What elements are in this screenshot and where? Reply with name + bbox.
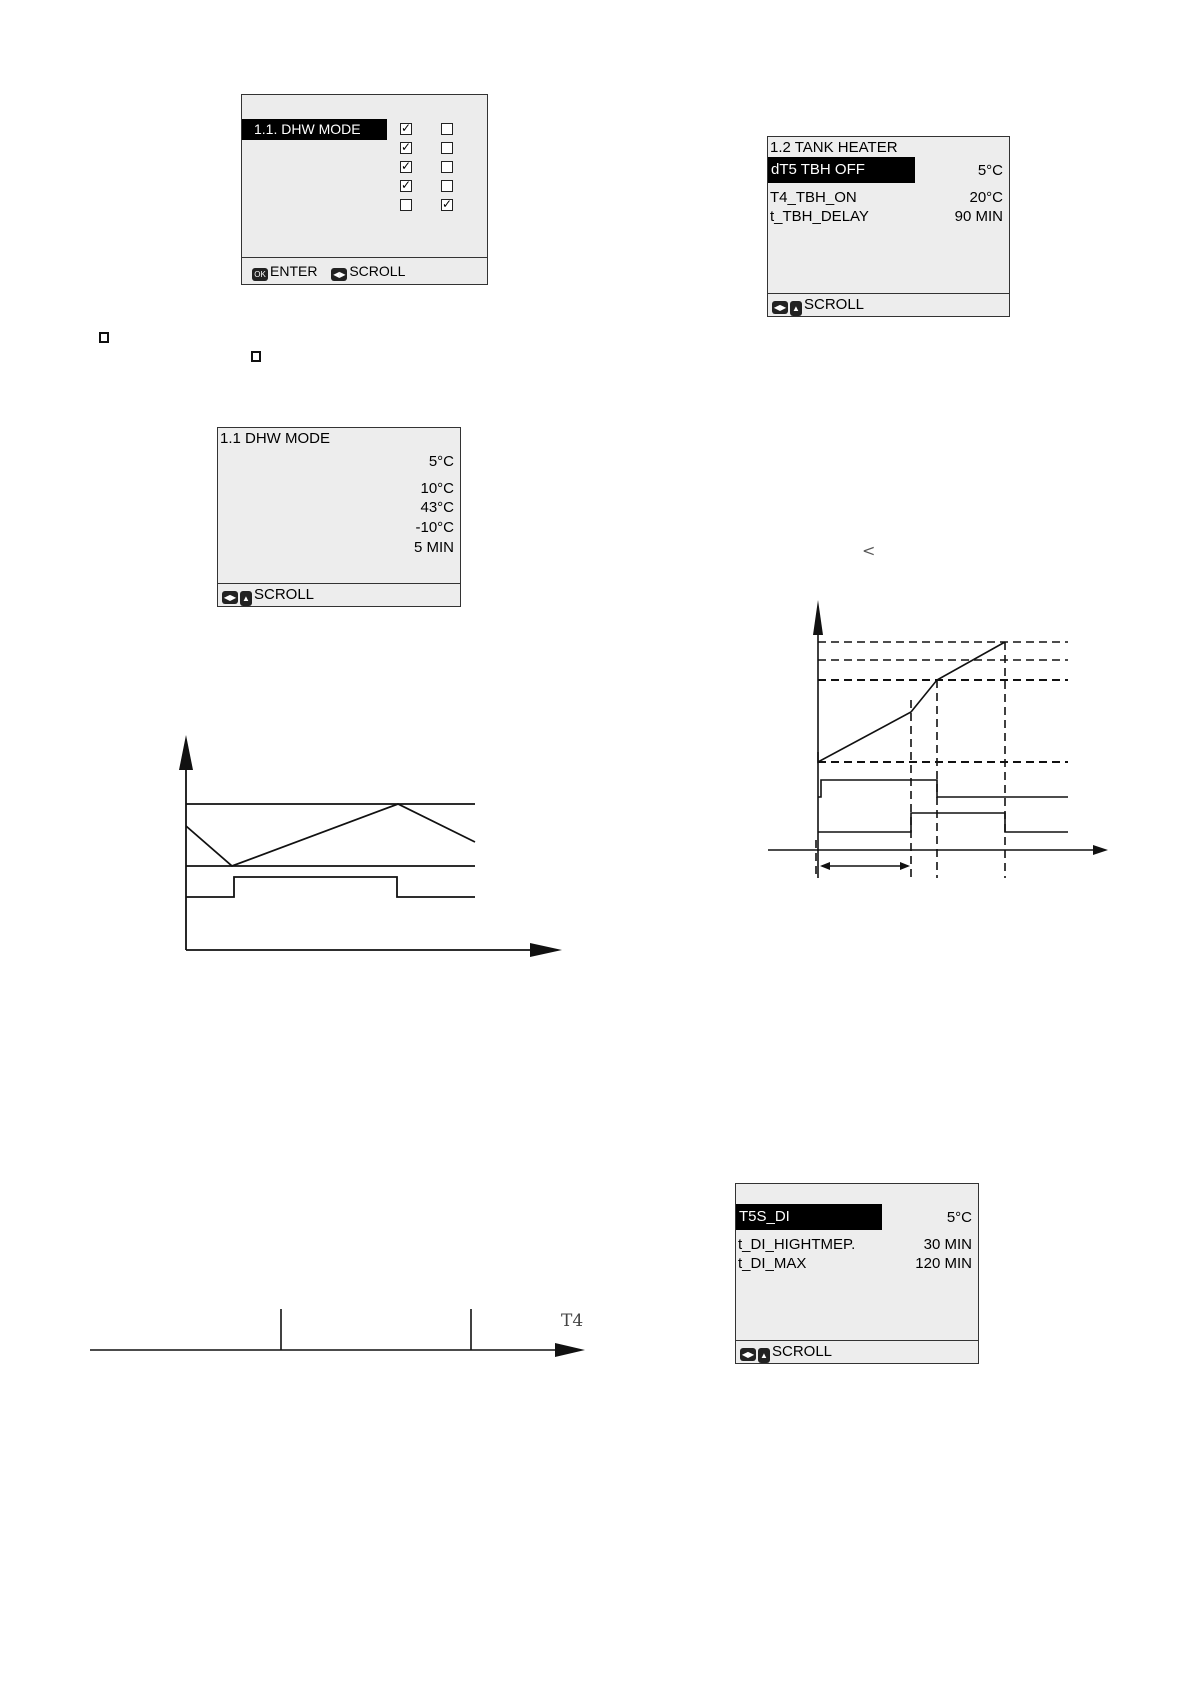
heater-state-line: [818, 813, 1068, 832]
t4-axis-arrowhead: [555, 1343, 585, 1357]
dhw-params-value: 43°C: [420, 499, 454, 516]
dhw-params-value: -10°C: [415, 519, 454, 536]
tank-heater-row-label: T4_TBH_ON: [770, 189, 857, 206]
dhw-params-title: 1.1 DHW MODE: [220, 430, 331, 447]
disinfect-selected-row[interactable]: T5S_DI: [736, 1204, 882, 1230]
scroll-label: SCROLL: [772, 1343, 833, 1360]
delay-arrowhead-right: [900, 862, 910, 870]
check-mark-icon: ✓: [401, 140, 412, 154]
up-down-arrows-icon[interactable]: ▲: [240, 591, 252, 606]
tank-heater-row-value: 90 MIN: [954, 208, 1003, 225]
scroll-label: SCROLL: [349, 263, 406, 279]
dhw-params-value: 5 MIN: [413, 539, 454, 556]
dhw-params-selected-value: 5°C: [428, 453, 454, 470]
dhw-params-value: 10°C: [420, 480, 454, 497]
left-right-arrows-icon[interactable]: ◀▶: [773, 303, 787, 312]
heater-state-line: [186, 877, 475, 897]
left-right-arrows-icon[interactable]: ◀▶: [741, 1350, 755, 1359]
check-mark-icon: ✓: [401, 178, 412, 192]
enter-label: ENTER: [270, 263, 318, 279]
ok-button-icon[interactable]: OK: [252, 268, 268, 281]
dhw-timing-diagram: [179, 735, 562, 957]
disinfect-row-value: 30 MIN: [923, 1236, 972, 1253]
disinfect-selected-value: 5°C: [946, 1209, 972, 1226]
disinfect-row-value: 120 MIN: [915, 1255, 972, 1272]
y-axis-arrowhead: [179, 735, 193, 770]
compressor-state-line: [818, 780, 1068, 797]
check-mark-icon: ✓: [401, 121, 412, 135]
x-axis-arrowhead: [1093, 845, 1108, 855]
left-right-arrows-icon[interactable]: ◀▶: [223, 593, 237, 602]
t4-axis-diagram: [90, 1309, 585, 1357]
dhw-mode-menu-title[interactable]: 1.1. DHW MODE: [242, 119, 387, 140]
up-down-arrows-icon[interactable]: ▲: [758, 1348, 770, 1363]
less-than-symbol: <: [862, 541, 876, 560]
tank-heater-selected-row[interactable]: dT5 TBH OFF: [768, 157, 915, 183]
up-down-arrows-icon[interactable]: ▲: [790, 301, 802, 316]
delay-arrowhead-left: [820, 862, 830, 870]
tank-heater-timing-diagram: [768, 600, 1108, 878]
left-right-arrows-icon[interactable]: ◀▶: [333, 270, 346, 279]
check-mark-icon: ✓: [442, 197, 453, 211]
tank-heater-row-label: t_TBH_DELAY: [770, 208, 869, 225]
check-mark-icon: ✓: [401, 159, 412, 173]
t4-axis-label: T4: [561, 1311, 584, 1331]
tank-heater-selected-value: 5°C: [977, 162, 1003, 179]
y-axis-arrowhead: [813, 600, 823, 635]
tank-heater-row-value: 20°C: [969, 189, 1003, 206]
disinfect-row-label: t_DI_HIGHTMEP.: [738, 1236, 856, 1253]
tank-heater-title: 1.2 TANK HEATER: [770, 139, 898, 156]
scroll-label: SCROLL: [254, 586, 315, 603]
disinfect-row-label: t_DI_MAX: [738, 1255, 807, 1272]
temperature-curve: [186, 804, 475, 866]
scroll-label: SCROLL: [804, 296, 865, 313]
x-axis-arrowhead: [530, 943, 562, 957]
